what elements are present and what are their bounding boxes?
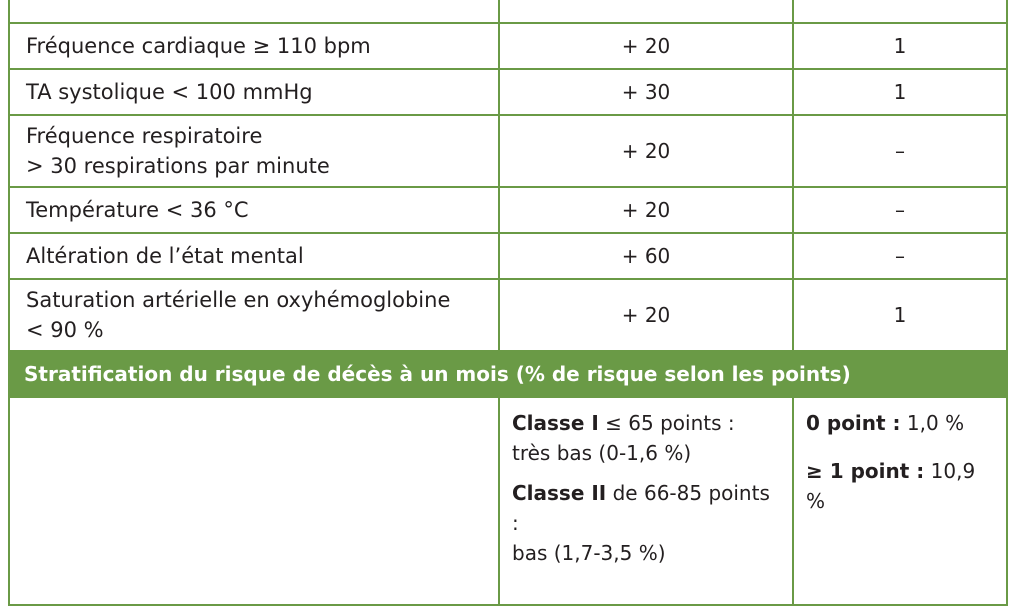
simplified-risk-value: 10,9 % [806, 459, 976, 513]
risk-class-range: de 66-85 points : [512, 481, 770, 535]
simplified-value: – [793, 233, 1007, 279]
criterion-label-line-2: > 30 respirations par minute [26, 154, 330, 178]
section-title: Stratification du risque de décès à un mois (% de risque selon les points) [9, 351, 1007, 397]
simplified-value: 1 [793, 69, 1007, 115]
section-header-row [9, 351, 1007, 397]
risk-class-range: ≤ 65 points : [598, 411, 735, 435]
simplified-value: – [793, 115, 1007, 187]
stratification-empty-cell [9, 397, 499, 605]
simplified-risk-name: ≥ 1 point : [806, 459, 925, 483]
points-value: + 20 [499, 115, 793, 187]
pesi-score-table [8, 0, 1008, 606]
simplified-risk-value: 1,0 % [900, 411, 965, 435]
points-value [499, 0, 793, 23]
risk-class-risk: très bas (0-1,6 %) [512, 441, 692, 465]
criterion-label: Altération de l’état mental [9, 233, 499, 279]
table-row [9, 233, 1007, 279]
table-row [9, 187, 1007, 233]
risk-class-2 [512, 478, 780, 568]
criterion-label [9, 0, 499, 23]
criterion-label [9, 279, 499, 351]
risk-class-name: Classe I [512, 411, 599, 435]
simplified-risk-2 [806, 456, 994, 516]
table-row [9, 69, 1007, 115]
points-value: + 30 [499, 69, 793, 115]
table-row [9, 23, 1007, 69]
points-value: + 60 [499, 233, 793, 279]
points-value: + 20 [499, 279, 793, 351]
risk-classes-cell [499, 397, 793, 605]
table-row [9, 279, 1007, 351]
criterion-label [9, 115, 499, 187]
simplified-value: – [793, 187, 1007, 233]
risk-class-name: Classe II [512, 481, 607, 505]
simplified-risk-cell [793, 397, 1007, 605]
table-row [9, 0, 1007, 23]
simplified-value: 1 [793, 279, 1007, 351]
risk-class-risk: bas (1,7-3,5 %) [512, 541, 666, 565]
criterion-label: Fréquence cardiaque ≥ 110 bpm [9, 23, 499, 69]
simplified-value [793, 0, 1007, 23]
criterion-label-line-2: < 90 % [26, 318, 104, 342]
criterion-label-line-1: Saturation artérielle en oxyhémoglobine [26, 288, 451, 312]
table-row [9, 115, 1007, 187]
points-value: + 20 [499, 23, 793, 69]
simplified-risk-name: 0 point : [806, 411, 901, 435]
stratification-row [9, 397, 1007, 605]
criterion-label: Température < 36 °C [9, 187, 499, 233]
simplified-value: 1 [793, 23, 1007, 69]
criterion-label-line-1: Fréquence respiratoire [26, 124, 263, 148]
risk-class-1 [512, 408, 780, 468]
simplified-risk-1 [806, 408, 994, 438]
criterion-label: TA systolique < 100 mmHg [9, 69, 499, 115]
points-value: + 20 [499, 187, 793, 233]
